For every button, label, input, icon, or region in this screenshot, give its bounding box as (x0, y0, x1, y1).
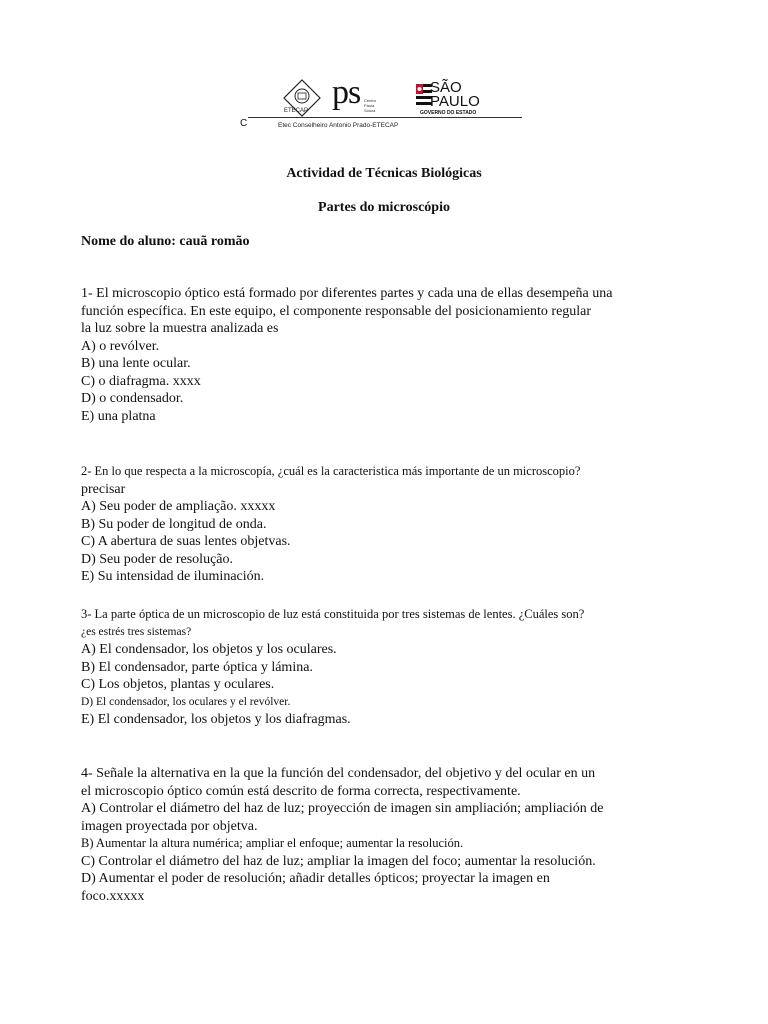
question-2-option-b: B) Su poder de longitud de onda. (81, 516, 267, 532)
question-2-option-e: E) Su intensidad de iluminación. (81, 569, 265, 584)
question-4-option-d-cont: foco.xxxxx (81, 888, 145, 904)
question-1-option-d: D) o condensador. (81, 391, 184, 406)
question-3-option-e: E) El condensador, los objetos y los diafragmas. (81, 712, 351, 727)
paula-souza-caption: Centro Paula Souza (364, 98, 377, 113)
sao-paulo-logo-line1: SÃO (430, 79, 462, 96)
school-name: Etec Conselheiro Antonio Prado-ETECAP (278, 122, 399, 129)
header-divider (248, 117, 522, 118)
question-1-option-e: E) una platna (81, 408, 156, 424)
document-subtitle: Partes do microscópio (318, 200, 450, 215)
question-4-option-c: C) Controlar el diámetro del haz de luz; ampliar la imagen del foco; aumentar la resolución. (81, 853, 596, 869)
question-4 (81, 765, 681, 905)
student-name: Nome do aluno: cauã romão (81, 234, 250, 249)
question-3-line: 3- La parte óptica de un microscopio de luz está constituida por tres sistemas de lentes. ¿Cuáles son? (81, 607, 585, 621)
question-4-line: 4- Señale la alternativa en la que la función del condensador, del objetivo y del ocular en un (81, 766, 596, 781)
question-1-line: función específica. En este equipo, el componente responsable del posicionamiento regular (81, 303, 592, 319)
document-title: Actividad de Técnicas Biológicas (286, 166, 482, 181)
question-1-option-c: C) o diafragma. xxxx (81, 373, 201, 389)
question-2-option-a: A) Seu poder de ampliação. xxxxx (81, 499, 276, 514)
question-1-option-b: B) una lente ocular. (81, 356, 191, 371)
question-3-line: ¿es estrés tres sistemas? (81, 625, 192, 638)
question-4-option-a: A) Controlar el diámetro del haz de luz; proyección de imagen sin ampliación; ampliación de (81, 801, 604, 816)
question-1-line: la luz sobre la muestra analizada es (81, 321, 279, 336)
sao-paulo-government-caption: GOVERNO DO ESTADO (420, 110, 477, 116)
question-1 (81, 285, 681, 425)
sao-paulo-logo-line2: PAULO (430, 93, 480, 110)
question-4-line: el microscopio óptico común está descrito de forma correcta, respectivamente. (81, 783, 521, 799)
etecap-caption: ETECAP (284, 108, 309, 114)
question-2 (81, 463, 681, 586)
question-3-option-b: B) El condensador, parte óptica y lámina. (81, 659, 313, 675)
header-logo-band (240, 74, 522, 130)
question-2-line: precisar (81, 481, 126, 497)
question-3-option-d: D) El condensador, los oculares y el revólver. (81, 695, 291, 708)
question-3 (81, 606, 681, 729)
paula-souza-logo: ps (332, 74, 361, 111)
question-4-option-a-cont: imagen proyectada por objetva. (81, 818, 258, 834)
question-3-option-a: A) El condensador, los objetos y los oculares. (81, 642, 337, 657)
question-2-option-c: C) A abertura de suas lentes objetvas. (81, 534, 291, 549)
question-4-option-d: D) Aumentar el poder de resolución; añadir detalles ópticos; proyectar la imagen en (81, 871, 550, 886)
header-c-mark: C (240, 118, 248, 129)
question-3-option-c: C) Los objetos, plantas y oculares. (81, 677, 275, 692)
question-4-option-b: B) Aumentar la altura numérica; ampliar el enfoque; aumentar la resolución. (81, 836, 464, 850)
question-1-option-a: A) o revólver. (81, 338, 160, 354)
question-2-line: 2- En lo que respecta a la microscopía, ¿cuál es la caracteristica más importante de un microscopio? (81, 464, 581, 478)
question-2-option-d: D) Seu poder de resolução. (81, 551, 234, 567)
question-1-line: 1- El microscopio óptico está formado por diferentes partes y cada una de ellas desempeña una (81, 286, 613, 301)
